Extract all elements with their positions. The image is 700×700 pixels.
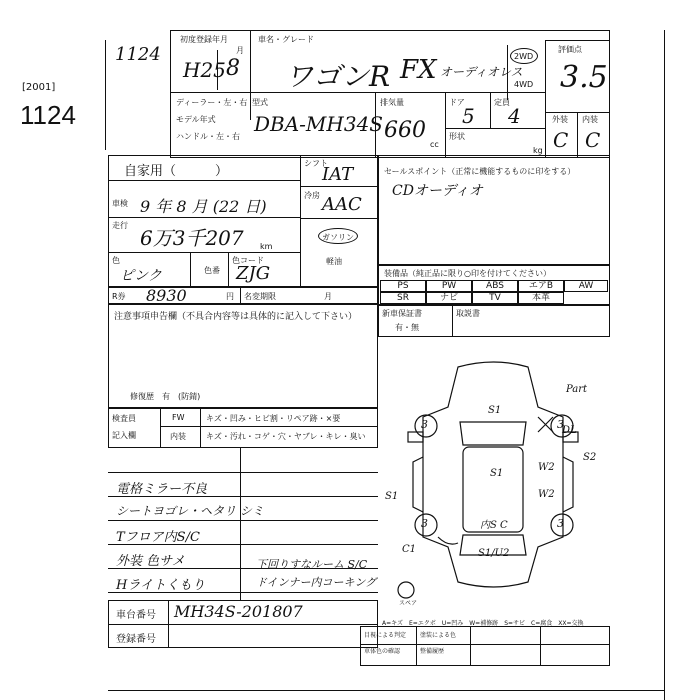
lot-number: 1124 bbox=[20, 100, 76, 130]
tire-rf: 3 bbox=[557, 418, 564, 431]
equip-navi: ナビ bbox=[426, 292, 472, 304]
mileage-value: 6万3千207 bbox=[140, 226, 244, 250]
footer-cell-1: 目視による判定 bbox=[364, 632, 407, 639]
left-frame-line bbox=[105, 40, 106, 150]
fuel-alt: 軽油 bbox=[326, 257, 342, 266]
note-w2b: W2 bbox=[538, 489, 555, 500]
info-div-v2 bbox=[190, 252, 191, 286]
equip-tv: TV bbox=[472, 292, 518, 304]
inspector-fw: FW bbox=[172, 413, 185, 422]
kg-unit: kg bbox=[533, 146, 543, 155]
cc-unit: cc bbox=[430, 140, 439, 149]
note-s1b: S1 bbox=[490, 468, 504, 479]
shift-label: シフト bbox=[304, 159, 328, 168]
info-div-v bbox=[300, 155, 301, 287]
displacement-label: 排気量 bbox=[380, 98, 404, 107]
info-hl-5 bbox=[300, 218, 378, 219]
footer-div-2 bbox=[470, 626, 471, 666]
doors-label: ドア bbox=[449, 98, 465, 107]
notes-label: 注意事項申告欄（不具合内容等は具体的に記入して下さい） bbox=[114, 312, 358, 322]
note-rs-c: 内S C bbox=[480, 520, 508, 531]
ext-grade: C bbox=[553, 128, 569, 152]
first-reg-label: 初度登録年月 bbox=[180, 35, 228, 44]
left-side-panel bbox=[413, 457, 423, 512]
shift-value: IAT bbox=[322, 164, 354, 185]
footer-cell-2: 塗装による色 bbox=[420, 632, 457, 639]
type-label: 型式 bbox=[252, 98, 268, 107]
remarks-line-1 bbox=[108, 472, 378, 473]
handle-label: ハンドル・左・右 bbox=[176, 132, 240, 141]
drive-4wd: 4WD bbox=[514, 80, 534, 89]
score-value: 3.5 bbox=[560, 60, 608, 95]
recycle-label: R券 bbox=[112, 292, 126, 301]
equip-sr: SR bbox=[380, 292, 426, 304]
footer-hl bbox=[360, 644, 610, 645]
note-s1a: S1 bbox=[488, 405, 502, 416]
page-ref: [2001] bbox=[22, 82, 56, 93]
inspector-label-1: 検査員 bbox=[112, 414, 136, 423]
header-divider-6 bbox=[490, 92, 491, 128]
spare-circle bbox=[398, 582, 414, 598]
drive-2wd: 2WD bbox=[514, 52, 534, 61]
chassis-hl bbox=[108, 624, 378, 625]
inspector-label-2: 記入欄 bbox=[112, 431, 136, 440]
equip-airbag: エアB bbox=[518, 280, 564, 292]
int-grade: C bbox=[585, 128, 601, 152]
reg-month: 8 bbox=[226, 56, 240, 81]
seats-label: 定員 bbox=[494, 98, 510, 107]
usage: 自家用（ ） bbox=[124, 164, 229, 179]
sales-point-text: CDオーディオ bbox=[392, 183, 483, 199]
reg-year: H25 bbox=[183, 58, 226, 82]
lot-handwritten: 1124 bbox=[115, 44, 161, 65]
note-c1: C1 bbox=[402, 544, 417, 555]
inspector-checks-2: キズ・汚れ・コゲ・穴・ヤブレ・キレ・臭い bbox=[206, 432, 366, 441]
lower-note-1: 下回りすなルーム S/C bbox=[256, 558, 368, 571]
displacement: 660 bbox=[384, 118, 426, 143]
ac-label: 冷房 bbox=[304, 191, 320, 200]
tire-lf: 3 bbox=[421, 418, 428, 431]
info-div-v3 bbox=[228, 252, 229, 286]
info-hl-3 bbox=[108, 252, 300, 253]
car-windshield bbox=[460, 422, 526, 445]
remark-4: 外装 色サメ bbox=[116, 554, 185, 569]
footer-div-1 bbox=[416, 626, 417, 666]
ac-value: AAC bbox=[322, 194, 362, 215]
equip-leather: 本革 bbox=[518, 292, 564, 304]
remarks-line-3 bbox=[108, 520, 378, 521]
inspector-checks-1: キズ・凹み・ヒビ割・リペア跡・×要 bbox=[206, 414, 341, 423]
note-w2a: W2 bbox=[538, 462, 555, 473]
header-hline-2 bbox=[445, 128, 545, 129]
header-hline-1 bbox=[170, 92, 545, 93]
inspector-interior: 内装 bbox=[170, 432, 186, 441]
equipment-label: 装備品（純正品に限り○印を付けてください） bbox=[384, 269, 551, 278]
chassis-label: 車台番号 bbox=[116, 610, 156, 621]
equip-aw: AW bbox=[564, 280, 608, 292]
inspector-div-1 bbox=[160, 408, 161, 448]
doors: 5 bbox=[462, 104, 475, 128]
score-label: 評価点 bbox=[558, 45, 582, 54]
damage-legend: A=キズ E=エクボ U=凹み W=補修跡 S=サビ C=腐食 XX=交換 bbox=[382, 620, 584, 627]
recycle-value: 8930 bbox=[146, 286, 187, 305]
dealer-label: ディーラー・左・右 bbox=[176, 98, 248, 107]
scribble-2 bbox=[438, 537, 458, 544]
inspection-label: 車検 bbox=[112, 199, 128, 208]
km-unit: km bbox=[260, 242, 273, 251]
ext-label: 外装 bbox=[552, 115, 568, 124]
chassis-value: MH34S-201807 bbox=[174, 602, 303, 621]
name-change-unit: 月 bbox=[324, 292, 332, 301]
recycle-unit: 円 bbox=[226, 292, 234, 301]
inspector-div-2 bbox=[200, 408, 201, 448]
info-hl-2 bbox=[108, 217, 300, 218]
body-label: 形状 bbox=[449, 132, 465, 141]
color-code: ZJG bbox=[236, 263, 271, 284]
footer-div-3 bbox=[540, 626, 541, 666]
remark-1: 電格ミラー不良 bbox=[116, 482, 208, 497]
color-label: 色 bbox=[112, 256, 120, 265]
header-divider-1 bbox=[250, 30, 251, 120]
repair-label: 修復歴 有 (防錆) bbox=[130, 392, 201, 401]
equip-abs: ABS bbox=[472, 280, 518, 292]
inspection-value: 9 年 8 月 (22 日) bbox=[140, 197, 267, 216]
note-s1-u2: S1/U2 bbox=[478, 548, 510, 559]
note-s2: S2 bbox=[583, 452, 597, 463]
header-divider-5 bbox=[445, 92, 446, 158]
info-hl-1 bbox=[108, 180, 300, 181]
tire-lr: 3 bbox=[421, 517, 428, 530]
sales-point-label: セールスポイント（正常に機能するものに印をする） bbox=[384, 167, 576, 176]
grade-note: オーディオレス bbox=[440, 65, 523, 79]
booklet-label: 取説書 bbox=[456, 309, 480, 318]
name-grade-label: 車名・グレード bbox=[258, 35, 314, 44]
remark-2: シートヨゴレ・ヘタリ シミ bbox=[116, 504, 264, 518]
warranty-div bbox=[452, 305, 453, 337]
inspector-hl bbox=[160, 426, 378, 427]
name-change-label: 名変期限 bbox=[244, 292, 276, 301]
header-divider-2 bbox=[217, 50, 218, 90]
right-frame-line bbox=[664, 30, 665, 700]
seats: 4 bbox=[508, 104, 521, 128]
warranty-value: 有・無 bbox=[395, 323, 419, 332]
warranty-label: 新車保証書 bbox=[382, 309, 422, 318]
model-year-label: モデル年式 bbox=[176, 115, 216, 124]
note-part: Part bbox=[566, 384, 588, 395]
remark-3: Tフロア内S/C bbox=[116, 530, 200, 545]
mileage-label: 走行 bbox=[112, 221, 128, 230]
left-mirror bbox=[408, 432, 423, 442]
car-name: ワゴンR bbox=[285, 60, 391, 93]
int-label: 内装 bbox=[582, 115, 598, 124]
equip-pw: PW bbox=[426, 280, 472, 292]
equip-ps: PS bbox=[380, 280, 426, 292]
footer-cell-4: 整備履歴 bbox=[420, 648, 445, 655]
note-s1c: S1 bbox=[385, 491, 399, 502]
color-value: ピンク bbox=[120, 268, 162, 284]
info-hl-4 bbox=[300, 186, 378, 187]
bottom-edge bbox=[108, 690, 664, 691]
note-dl: DL bbox=[562, 425, 577, 436]
remarks-divider bbox=[240, 448, 241, 600]
footer-cell-3: 車体色の確認 bbox=[364, 648, 401, 655]
color-no-label: 色番 bbox=[204, 266, 220, 275]
drive-2wd-circle bbox=[510, 48, 538, 64]
remark-5: Hライトくもり bbox=[116, 578, 205, 593]
right-side-panel bbox=[563, 457, 573, 512]
color-code-label: 色コード bbox=[232, 256, 264, 265]
score-divider-v bbox=[577, 112, 578, 158]
lower-note-2: ドインナー内コーキング bbox=[256, 576, 377, 589]
recycle-div bbox=[240, 287, 241, 304]
fuel-label: ガソリン bbox=[322, 233, 354, 242]
header-divider-4 bbox=[375, 92, 376, 158]
spare-label: スペア bbox=[399, 600, 418, 607]
reg-number-label: 登録番号 bbox=[116, 634, 156, 645]
grade: FX bbox=[400, 55, 437, 85]
model-code: DBA-MH34S bbox=[254, 112, 384, 136]
tire-rr: 3 bbox=[557, 517, 564, 530]
month-unit: 月 bbox=[236, 46, 244, 55]
